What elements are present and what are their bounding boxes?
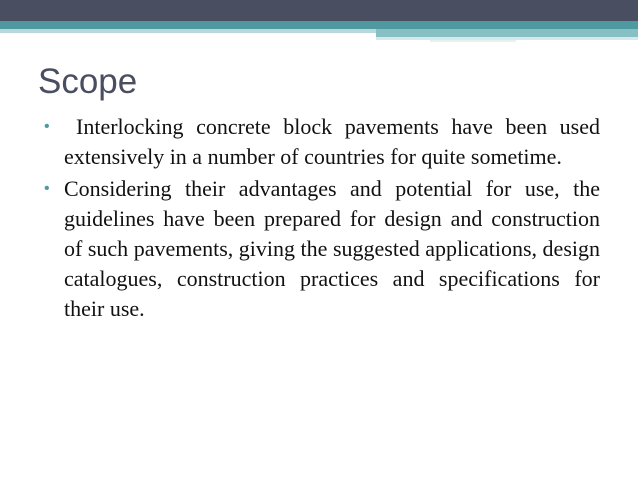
header-band-teal: [0, 21, 638, 29]
bullet-list: [44, 112, 600, 326]
header-band-dark: [0, 0, 638, 21]
bullet-icon: •: [44, 180, 50, 197]
header-accent-line: [430, 40, 516, 42]
bullet-item: [44, 112, 600, 172]
slide-title: Scope: [38, 62, 138, 101]
bullet-icon: •: [44, 118, 50, 135]
bullet-text: Interlocking concrete block pavements have been used extensively in a number of countries for quite sometime.: [64, 114, 600, 169]
header-accent-bar: [376, 29, 638, 37]
bullet-item: [44, 174, 600, 324]
bullet-text: Considering their advantages and potential for use, the guidelines have been prepared for design and construction of such pavements, giving the suggested applications, design catalogues, construction practices and specifications for their use.: [64, 176, 600, 321]
